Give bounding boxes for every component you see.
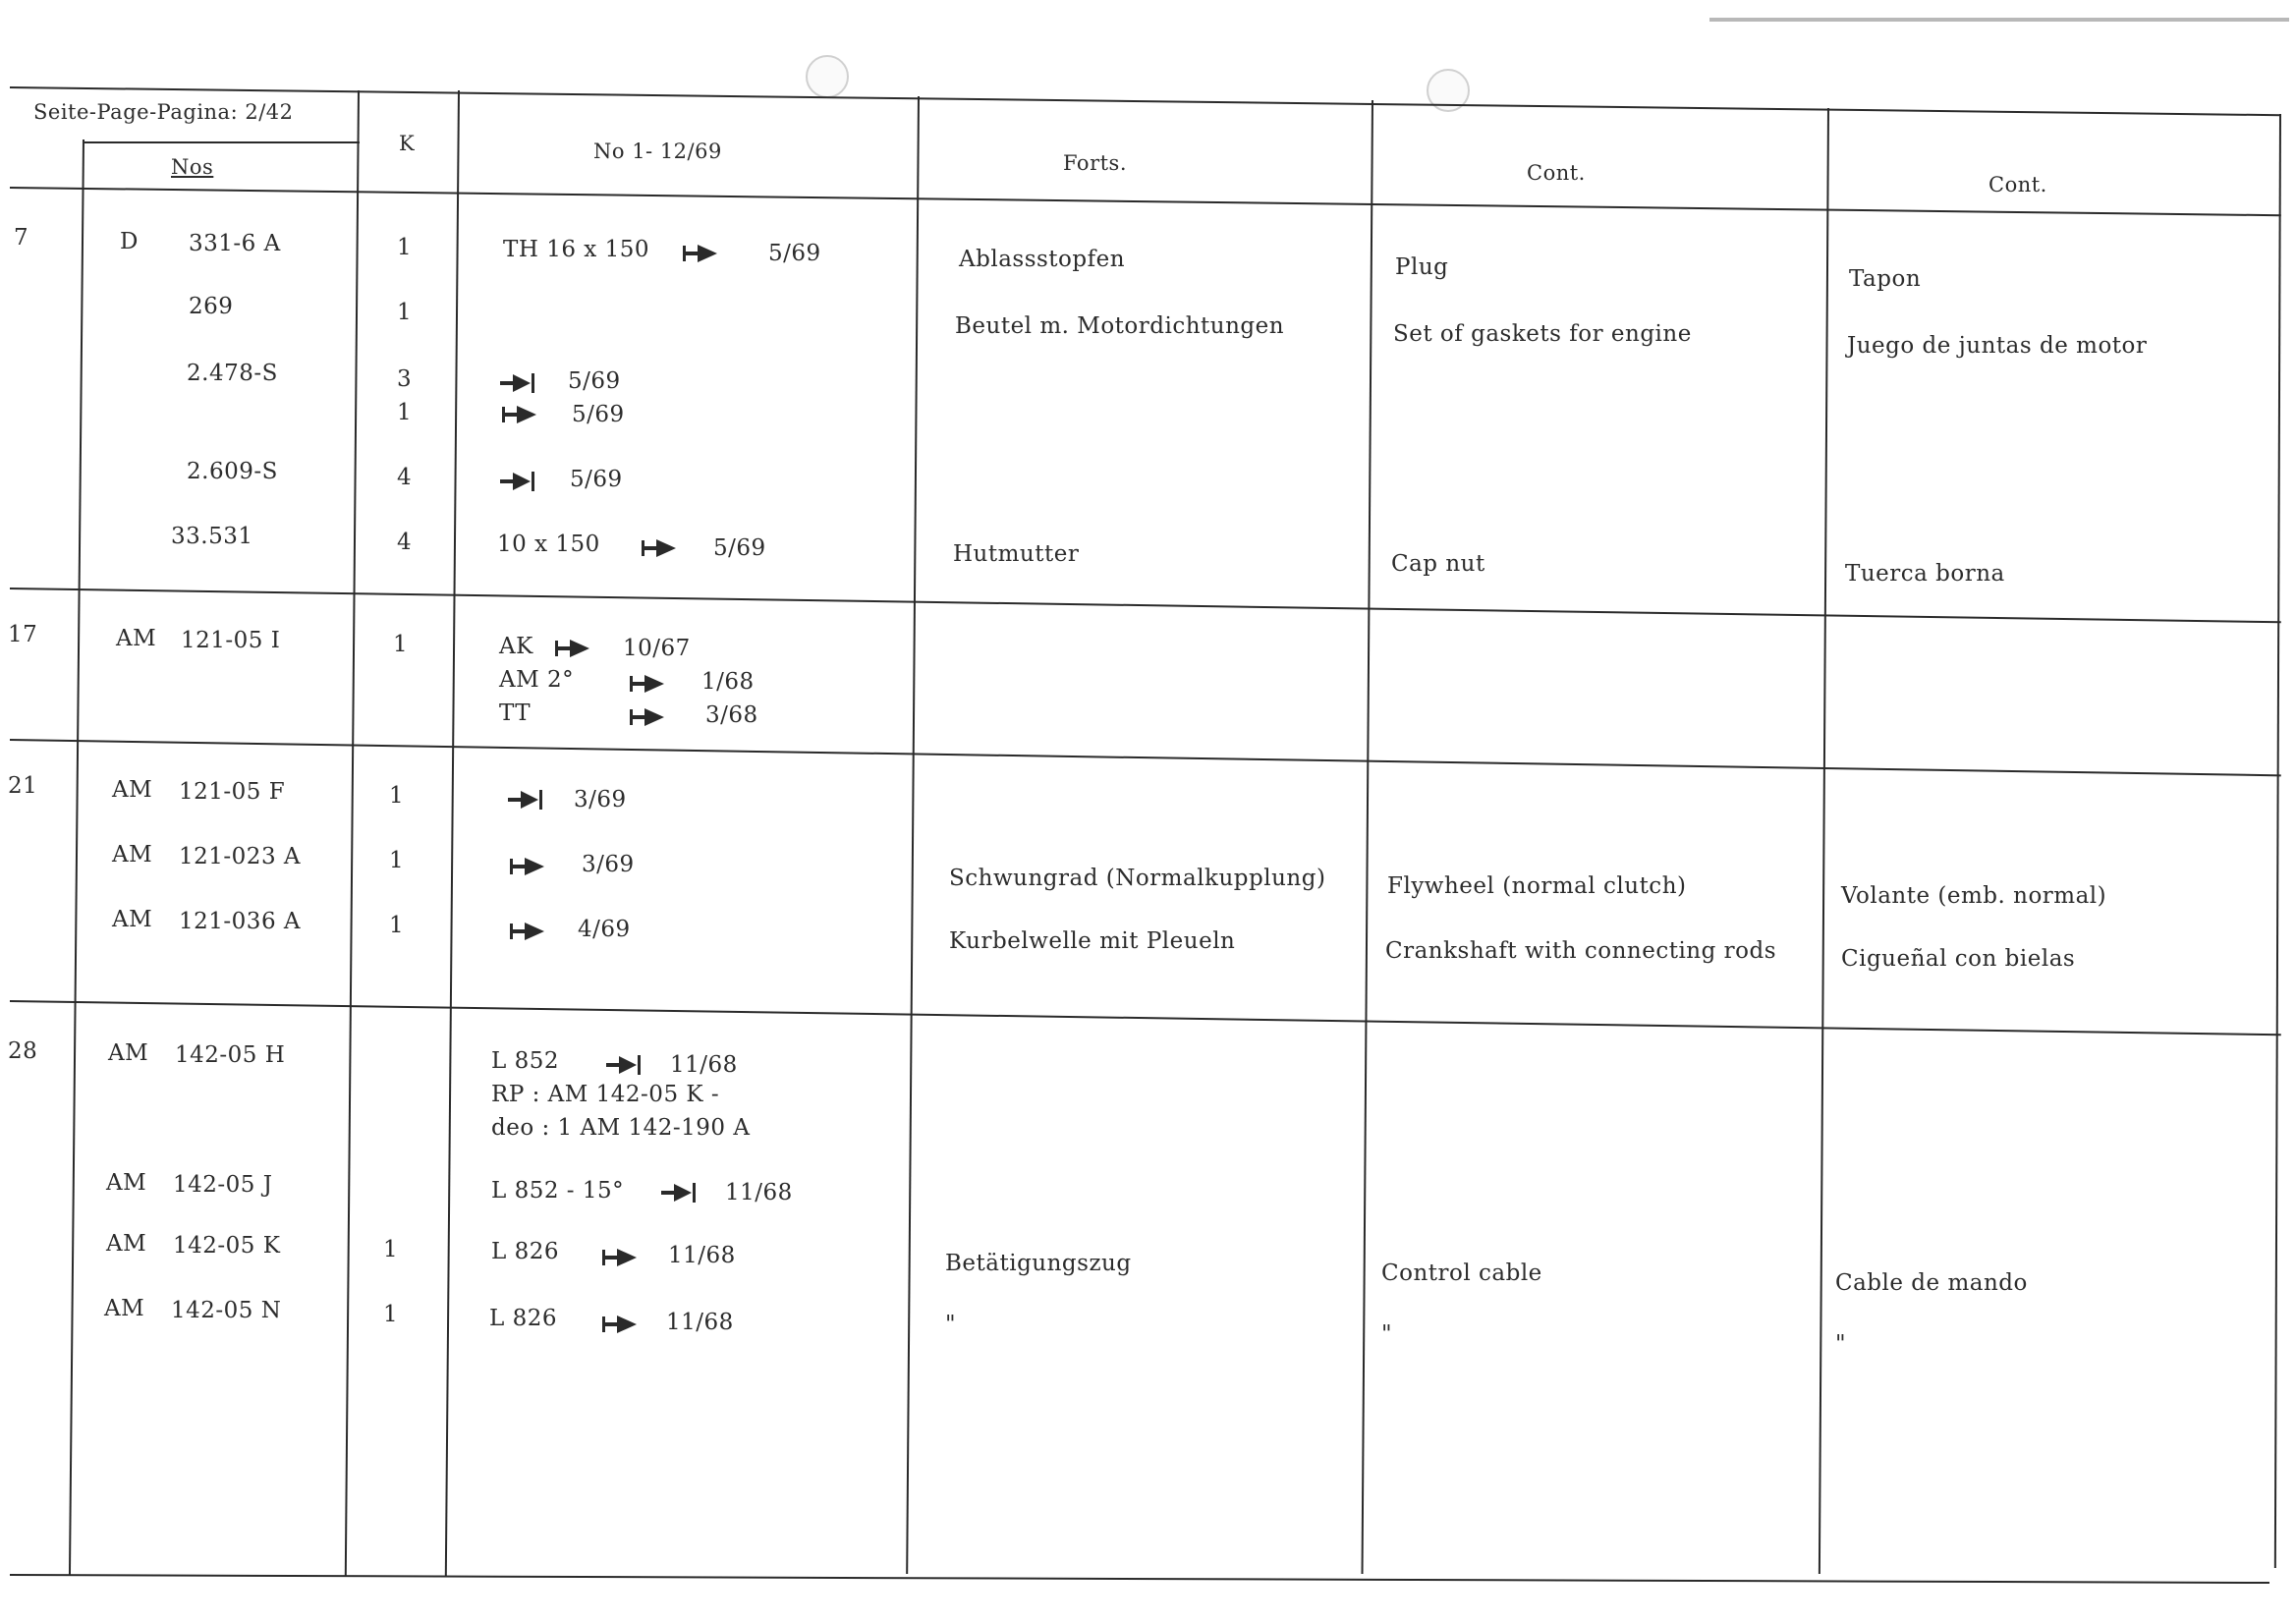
part-prefix: AM: [104, 1296, 145, 1321]
row-note: 10 x 150: [497, 532, 600, 557]
quantity: 1: [383, 1302, 399, 1327]
part-number: 142-05 N: [171, 1298, 282, 1323]
row-date: 11/68: [670, 1052, 738, 1078]
forward-arrow-icon: [601, 1313, 639, 1336]
row-date: 3/68: [705, 702, 758, 728]
section-divider-1: [10, 588, 2281, 623]
page-number-label: Seite-Page-Pagina: 2/42: [33, 100, 294, 124]
row-note: TH 16 x 150: [503, 237, 649, 262]
row-date: 5/69: [713, 535, 766, 561]
german-description: Betätigungszug: [945, 1251, 1132, 1276]
german-column-header: Forts.: [1063, 151, 1127, 175]
german-description: Beutel m. Motordichtungen: [955, 313, 1285, 339]
row-date: 11/68: [725, 1180, 793, 1205]
part-number: 2.478-S: [187, 361, 278, 386]
spanish-description: Cable de mando: [1835, 1270, 2028, 1296]
part-prefix: D: [120, 229, 139, 254]
section-index: 7: [14, 225, 29, 251]
part-number: 121-036 A: [179, 909, 301, 934]
english-description: Set of gaskets for engine: [1393, 321, 1692, 347]
quantity: 1: [383, 1237, 399, 1262]
quantity: 4: [397, 530, 413, 555]
table-right-border: [2274, 114, 2281, 1568]
scan-edge-mark: [1709, 18, 2289, 22]
row-note: AM 2°: [499, 667, 575, 693]
row-date: 5/69: [570, 467, 623, 492]
section-index: 17: [8, 622, 38, 647]
german-description: Ablassstopfen: [959, 247, 1126, 272]
spanish-description: Volante (emb. normal): [1841, 883, 2107, 909]
english-description: Plug: [1395, 254, 1449, 280]
punch-hole-left: [806, 55, 849, 98]
row-note: AK: [499, 634, 533, 659]
replacement-note: RP : AM 142-05 K -: [491, 1082, 720, 1107]
until-arrow-icon: [605, 1053, 643, 1077]
col-line-de: [906, 96, 920, 1574]
row-date: 5/69: [768, 241, 821, 266]
forward-arrow-icon: [641, 536, 678, 560]
row-date: 3/69: [582, 852, 635, 877]
german-description: Hutmutter: [953, 541, 1080, 567]
quantity: 1: [393, 632, 409, 657]
col-line-es: [1819, 108, 1829, 1574]
until-arrow-icon: [660, 1181, 698, 1204]
row-date: 3/69: [574, 787, 627, 812]
quantity: 1: [389, 848, 405, 873]
part-number: 121-05 I: [181, 628, 281, 653]
row-note: L 826: [491, 1239, 559, 1264]
spanish-description: Juego de juntas de motor: [1847, 333, 2148, 359]
spanish-description: Cigueñal con bielas: [1841, 946, 2076, 972]
until-arrow-icon: [499, 371, 536, 395]
col-line-en: [1362, 100, 1373, 1574]
quantity: 1: [389, 783, 405, 809]
part-prefix: AM: [108, 1040, 149, 1066]
german-description: Kurbelwelle mit Pleueln: [949, 928, 1236, 954]
spanish-description: Tapon: [1849, 266, 1922, 292]
part-prefix: AM: [112, 777, 153, 803]
until-arrow-icon: [507, 788, 544, 812]
row-date: 10/67: [623, 636, 691, 661]
forward-arrow-icon: [629, 672, 666, 696]
spanish-column-header: Cont.: [1988, 173, 2047, 196]
row-note: L 826: [489, 1306, 557, 1331]
nos-divider: [84, 141, 360, 143]
forward-arrow-icon: [629, 705, 666, 729]
k-column-header: K: [399, 132, 416, 155]
quantity: 1: [397, 400, 413, 425]
col-line-k: [345, 90, 360, 1576]
replacement-note: deo : 1 AM 142-190 A: [491, 1115, 751, 1141]
part-number: 33.531: [171, 524, 253, 549]
section-index: 28: [8, 1038, 38, 1064]
quantity: 1: [397, 235, 413, 260]
nos-column-header: Nos: [171, 155, 214, 179]
header-bottom-border: [10, 187, 2281, 216]
until-arrow-icon: [499, 470, 536, 493]
row-date: 5/69: [568, 368, 621, 394]
part-number: 331-6 A: [189, 231, 281, 256]
english-description: Control cable: [1381, 1260, 1542, 1286]
forward-arrow-icon: [501, 403, 538, 426]
part-prefix: AM: [106, 1170, 147, 1196]
row-date: 4/69: [578, 917, 631, 942]
part-number: 142-05 H: [175, 1042, 286, 1068]
part-prefix: AM: [112, 907, 153, 932]
section-divider-2: [10, 739, 2281, 776]
english-description: Cap nut: [1391, 551, 1485, 577]
forward-arrow-icon: [601, 1246, 639, 1269]
row-date: 1/68: [701, 669, 755, 695]
quantity: 4: [397, 465, 413, 490]
spanish-description: Tuerca borna: [1845, 561, 2005, 587]
row-note: L 852: [491, 1048, 559, 1074]
english-description: ": [1381, 1321, 1393, 1347]
part-prefix: AM: [106, 1231, 147, 1257]
row-note: L 852 - 15°: [491, 1178, 625, 1204]
no-column-header: No 1- 12/69: [593, 140, 722, 163]
forward-arrow-icon: [509, 855, 546, 878]
table-bottom-border: [10, 1574, 2269, 1584]
part-number: 2.609-S: [187, 459, 278, 484]
row-date: 11/68: [666, 1310, 734, 1335]
part-number: 121-023 A: [179, 844, 301, 869]
part-number: 269: [189, 294, 234, 319]
quantity: 1: [389, 913, 405, 938]
german-description: ": [945, 1312, 957, 1337]
col-line-no: [445, 90, 460, 1576]
part-number: 142-05 J: [173, 1172, 273, 1198]
quantity: 1: [397, 300, 413, 325]
row-date: 5/69: [572, 402, 625, 427]
forward-arrow-icon: [554, 637, 591, 660]
col-line-nos: [69, 140, 84, 1576]
forward-arrow-icon: [682, 242, 719, 265]
german-description: Schwungrad (Normalkupplung): [949, 866, 1326, 891]
part-number: 142-05 K: [173, 1233, 281, 1259]
quantity: 3: [397, 366, 413, 392]
row-note: TT: [499, 700, 532, 726]
table-top-border: [10, 86, 2281, 116]
spanish-description: ": [1835, 1331, 1847, 1357]
english-column-header: Cont.: [1527, 161, 1586, 185]
part-prefix: AM: [112, 842, 153, 868]
part-number: 121-05 F: [179, 779, 286, 805]
english-description: Crankshaft with connecting rods: [1385, 938, 1777, 964]
forward-arrow-icon: [509, 920, 546, 943]
row-date: 11/68: [668, 1243, 736, 1268]
english-description: Flywheel (normal clutch): [1387, 873, 1687, 899]
part-prefix: AM: [116, 626, 157, 651]
section-index: 21: [8, 773, 38, 799]
